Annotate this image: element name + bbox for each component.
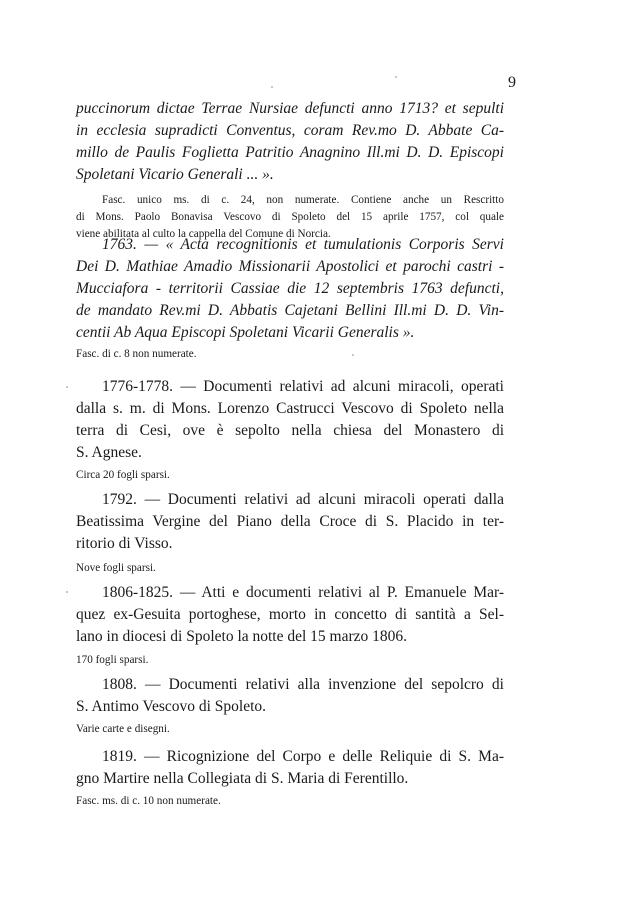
entry-line: 1763. — « Acta recognitionis et tumulationis Corporis Servi — [102, 236, 504, 253]
entry-line: puccinorum dictae Terrae Nursiae defuncti anno 1713? et sepulti — [76, 100, 504, 117]
entry-line: Beatissima Vergine del Piano della Croce di S. Placido in ter- — [76, 513, 504, 530]
scan-speck — [66, 386, 68, 388]
entry-line: S. Agnese. — [76, 444, 142, 461]
page-number: 9 — [508, 74, 516, 91]
entry-line: Spoletani Vicario Generali ... ». — [76, 166, 274, 183]
entry-note: Fasc. di c. 8 non numerate. — [76, 348, 197, 360]
entry-line: dalla s. m. di Mons. Lorenzo Castrucci Vescovo di Spoleto nella — [76, 400, 504, 417]
entry-1792 — [76, 489, 504, 577]
entry-line: ritorio di Visso. — [76, 535, 173, 552]
entry-line: centii Ab Aqua Episcopi Spoletani Vicarii Generalis ». — [76, 324, 415, 341]
scan-speck — [395, 76, 397, 78]
entry-line: 1792. — Documenti relativi ad alcuni miracoli operati dalla — [102, 491, 504, 508]
entry-1763 — [76, 234, 504, 363]
entry-line: Mucciafora - territorii Cassiae die 12 septembris 1763 defuncti, — [76, 280, 504, 297]
entry-line: 1819. — Ricognizione del Corpo e delle Reliquie di S. Ma- — [102, 748, 504, 765]
entry-note: 170 fogli sparsi. — [76, 654, 149, 666]
entry-line: 1776-1778. — Documenti relativi ad alcuni miracoli, operati — [102, 378, 504, 395]
entry-note: Nove fogli sparsi. — [76, 562, 156, 574]
entry-1776-1778 — [76, 376, 504, 484]
entry-line: 1806-1825. — Atti e documenti relativi al P. Emanuele Mar- — [102, 584, 504, 601]
entry-line: Dei D. Mathiae Amadio Missionarii Apostolici et parochi castri - — [76, 258, 504, 275]
entry-line: millo de Paulis Foglietta Patritio Anagnino Ill.mi D. D. Episcopi — [76, 144, 504, 161]
entry-note: viene abilitata al culto la cappella del Comune di Norcia. — [76, 228, 331, 240]
entry-1808 — [76, 674, 504, 738]
entry-line: de mandato Rev.mi D. Abbatis Cajetani Bellini Ill.mi D. D. Vin- — [76, 302, 504, 319]
entry-note: di Mons. Paolo Bonavisa Vescovo di Spoleto del 15 aprile 1757, col quale — [76, 211, 504, 223]
scan-speck — [66, 591, 68, 593]
entry-line: lano in diocesi di Spoleto la notte del 15 marzo 1806. — [76, 628, 408, 645]
scan-speck — [352, 354, 354, 356]
entry-note: Fasc. ms. di c. 10 non numerate. — [76, 795, 221, 807]
entry-note: Circa 20 fogli sparsi. — [76, 469, 170, 481]
entry-line: quez ex-Gesuita portoghese, morto in concetto di santità a Sel- — [76, 606, 504, 623]
scan-speck — [271, 86, 273, 88]
entry-line: gno Martire nella Collegiata di S. Maria di Ferentillo. — [76, 770, 409, 787]
entry-1819 — [76, 746, 504, 810]
entry-continuation — [76, 98, 504, 243]
entry-line: 1808. — Documenti relativi alla invenzione del sepolcro di — [102, 676, 504, 693]
entry-line: S. Antimo Vescovo di Spoleto. — [76, 698, 267, 715]
entry-note: Fasc. unico ms. di c. 24, non numerate. Contiene anche un Rescritto — [102, 194, 504, 206]
entry-line: in ecclesia supradicti Conventus, coram Rev.mo D. Abbate Ca- — [76, 122, 504, 139]
entry-line: terra di Cesi, ove è sepolto nella chiesa del Monastero di — [76, 422, 504, 439]
entry-1806-1825 — [76, 582, 504, 669]
entry-note: Varie carte e disegni. — [76, 723, 170, 735]
